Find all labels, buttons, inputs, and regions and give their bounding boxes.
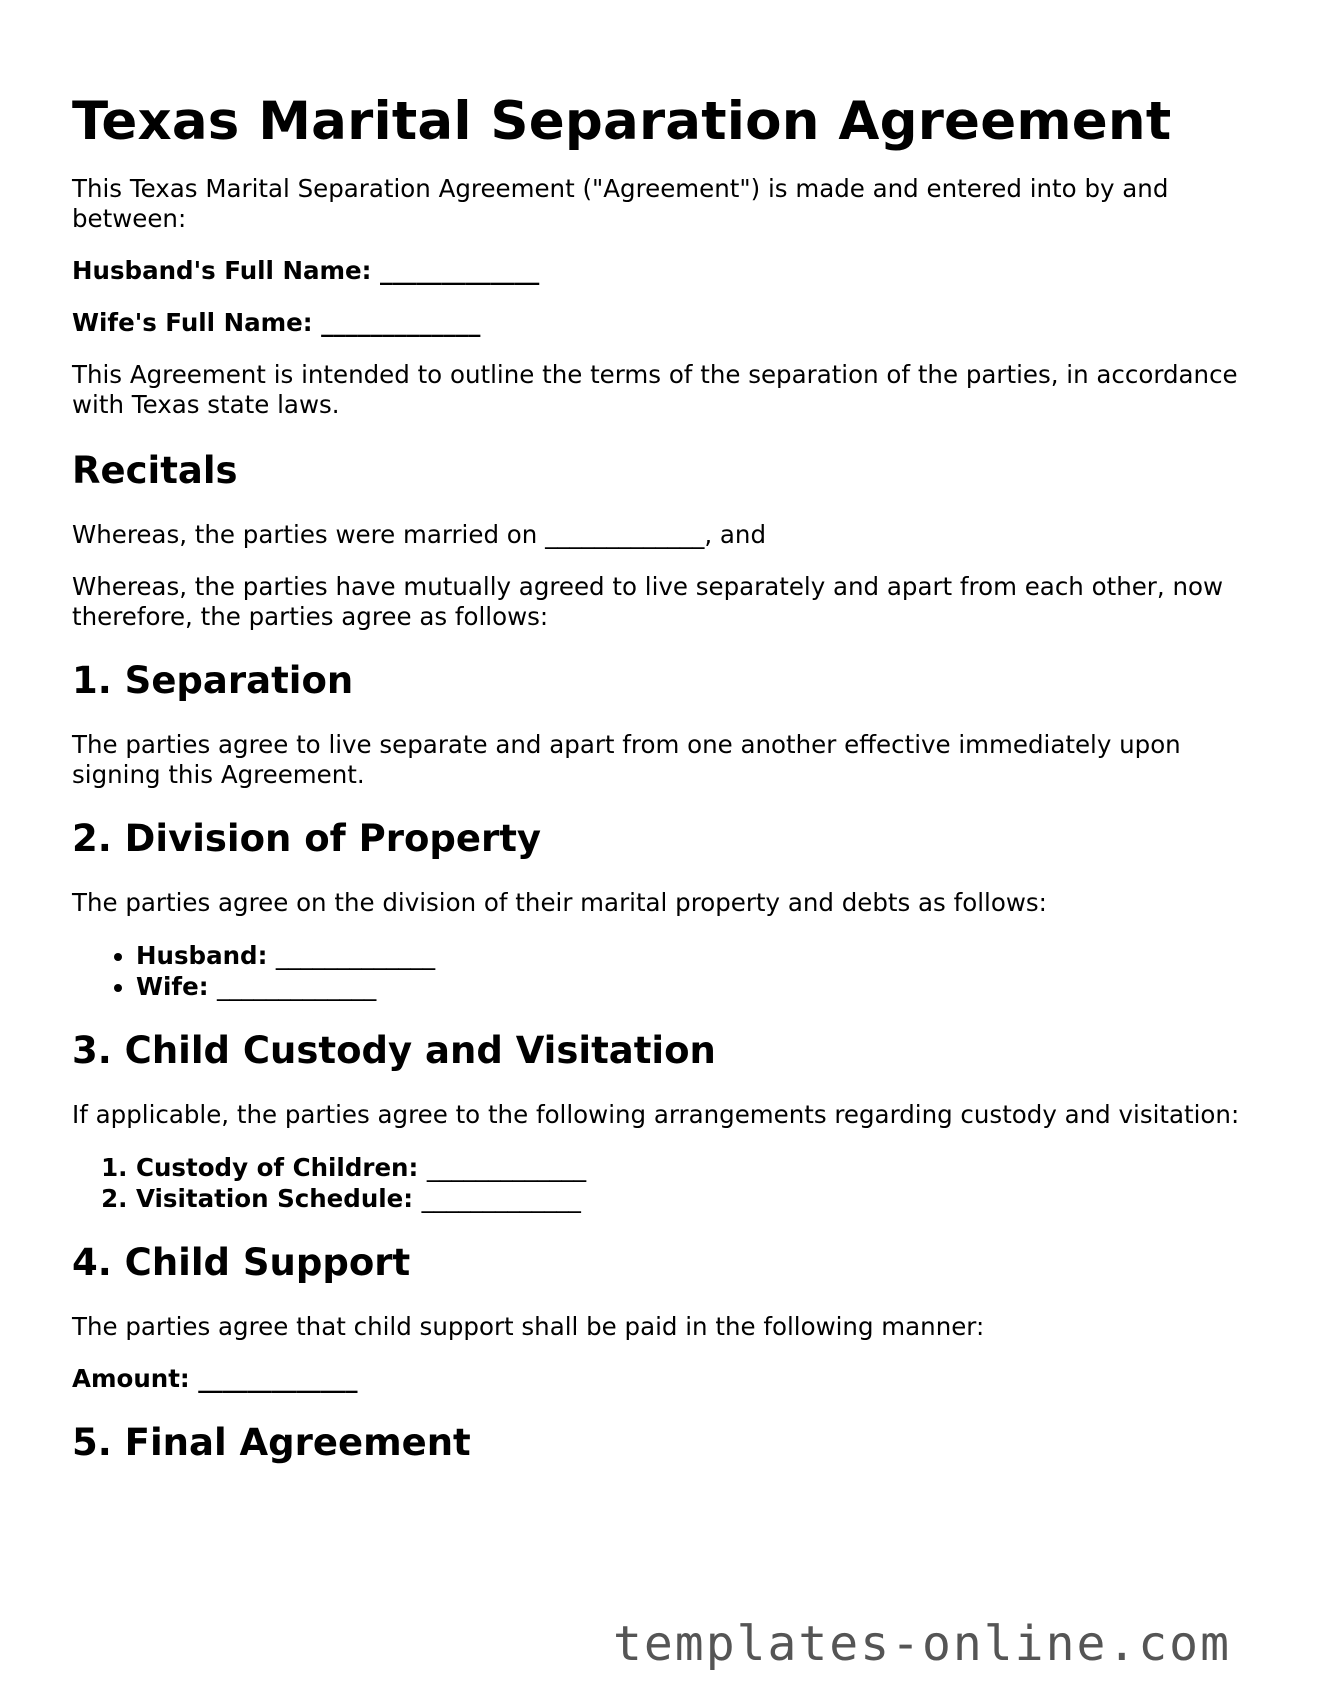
list-item: • Wife: _____________ [136,971,1252,1002]
watermark-text: templates-online.com [613,1616,1231,1672]
list-item: 2. Visitation Schedule: _____________ [136,1183,1252,1214]
amount-label: Amount: [72,1364,190,1393]
amount-blank: _____________ [198,1364,358,1393]
section-4-heading: 4. Child Support [72,1241,411,1284]
wife-name-label: Wife's Full Name: [72,308,313,337]
recitals-heading: Recitals [72,449,238,492]
husband-name-blank: _____________ [380,256,540,285]
wife-name-line [72,308,1252,338]
section-2-text: The parties agree on the division of their marital property and debts as follows: [72,888,1047,917]
list-item: 1. Custody of Children: _____________ [136,1152,1252,1183]
section-5-heading: 5. Final Agreement [72,1421,471,1464]
recital-married: Whereas, the parties were married on _____________, and [72,520,767,549]
amount-line [72,1364,1252,1394]
section-2-heading: 2. Division of Property [72,817,542,860]
husband-name-label: Husband's Full Name: [72,256,372,285]
property-list [72,940,1252,1002]
custody-list [72,1152,1252,1214]
recital-agreed: Whereas, the parties have mutually agreed to live separately and apart from each other, now therefore, the parties agree as follows: [72,572,1224,631]
section-3-heading: 3. Child Custody and Visitation [72,1029,716,1072]
purpose-paragraph: This Agreement is intended to outline the terms of the separation of the parties, in accordance with Texas state laws. [72,360,1238,419]
husband-name-line [72,256,1252,286]
document-page [72,0,1252,1466]
intro-paragraph: This Texas Marital Separation Agreement ("Agreement") is made and entered into by and between: [72,174,1169,233]
section-4-text: The parties agree that child support shall be paid in the following manner: [72,1312,985,1341]
section-3-text: If applicable, the parties agree to the following arrangements regarding custody and visitation: [72,1100,1240,1129]
section-1-heading: 1. Separation [72,659,354,702]
list-item: • Husband: _____________ [136,940,1252,971]
document-title: Texas Marital Separation Agreement [72,91,1172,152]
section-1-text: The parties agree to live separate and apart from one another effective immediately upon signing this Agreement. [72,730,1181,789]
wife-name-blank: _____________ [321,308,481,337]
